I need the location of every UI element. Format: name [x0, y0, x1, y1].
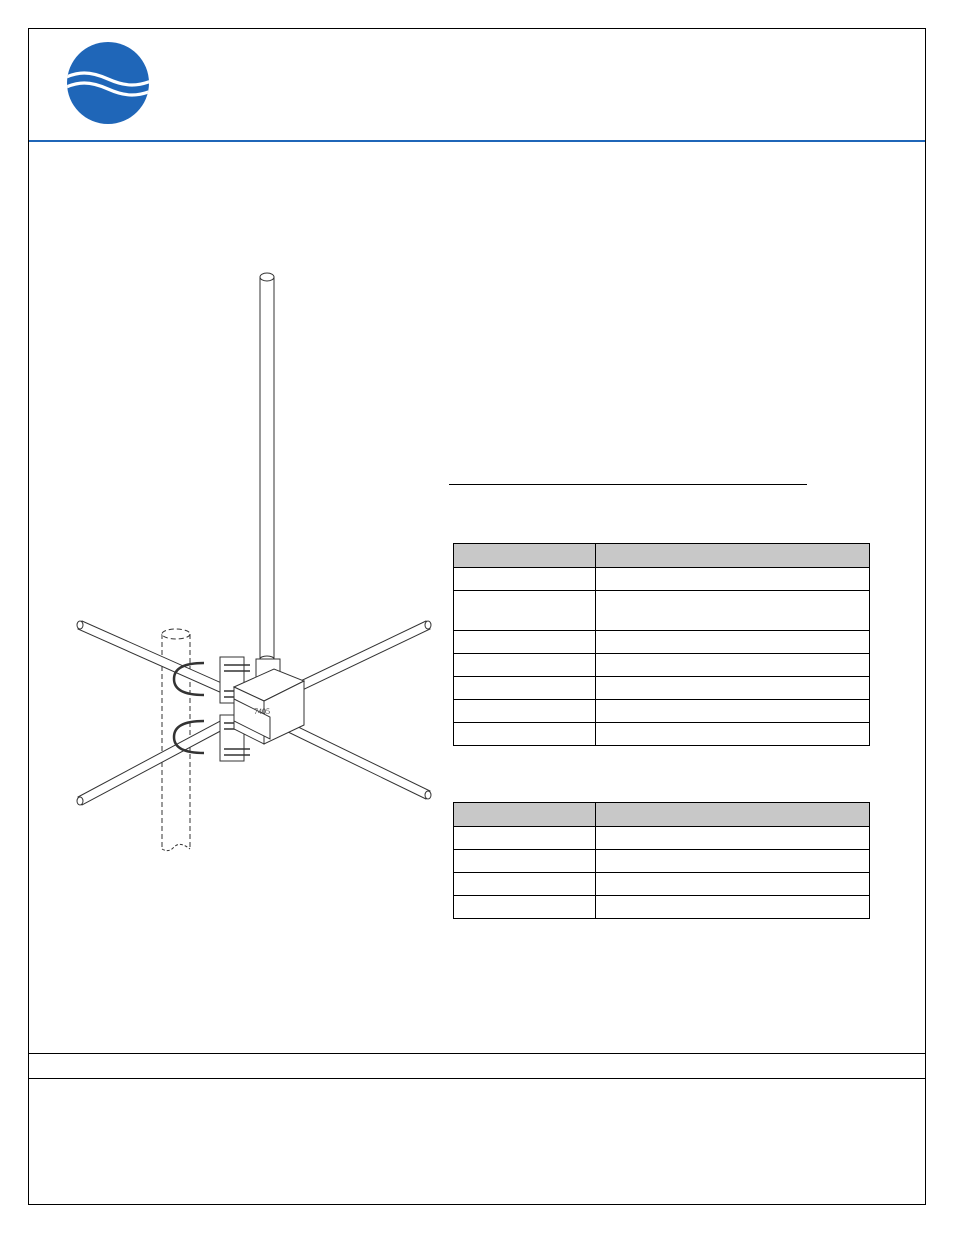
- footer-rule-top: [29, 1053, 925, 1054]
- table-cell-value: [596, 723, 870, 746]
- table-cell-label: [454, 568, 596, 591]
- table-row: [454, 873, 870, 896]
- table-cell-value: [596, 654, 870, 677]
- ground-plane-antenna-illustration: [74, 239, 434, 859]
- table-header-row: [454, 803, 870, 827]
- table-cell-label: [454, 591, 596, 631]
- table-row: [454, 677, 870, 700]
- table-cell-label: [454, 677, 596, 700]
- table-cell-value: [596, 568, 870, 591]
- connector-label: 7405: [254, 707, 270, 716]
- table-row: [454, 850, 870, 873]
- table-row: [454, 896, 870, 919]
- table-cell-label: [454, 827, 596, 850]
- table-cell-value: [596, 896, 870, 919]
- table-header-cell: [596, 544, 870, 568]
- page-frame: [28, 28, 926, 1205]
- table-cell-label: [454, 873, 596, 896]
- table-header-row: [454, 544, 870, 568]
- table-row: [454, 700, 870, 723]
- header-rule: [29, 140, 925, 142]
- table-cell-value: [596, 827, 870, 850]
- table-cell-value: [596, 591, 870, 631]
- table-cell-label: [454, 631, 596, 654]
- table-cell-label: [454, 850, 596, 873]
- table-cell-value: [596, 677, 870, 700]
- table-row: [454, 568, 870, 591]
- table-header-cell: [454, 544, 596, 568]
- section-rule: [449, 484, 807, 485]
- table-row: [454, 654, 870, 677]
- header: [29, 29, 925, 141]
- table-cell-value: [596, 631, 870, 654]
- table-row: [454, 827, 870, 850]
- table-header-cell: [596, 803, 870, 827]
- table-cell-label: [454, 654, 596, 677]
- table-row: [454, 723, 870, 746]
- spec-table-mechanical: [453, 802, 870, 919]
- spec-table-electrical: [453, 543, 870, 746]
- table-cell-value: [596, 850, 870, 873]
- table-header-cell: [454, 803, 596, 827]
- table-row: [454, 591, 870, 631]
- table-cell-label: [454, 700, 596, 723]
- table-cell-label: [454, 723, 596, 746]
- footer-rule-bottom: [29, 1078, 925, 1079]
- table-cell-label: [454, 896, 596, 919]
- table-cell-value: [596, 873, 870, 896]
- table-cell-value: [596, 700, 870, 723]
- table-row: [454, 631, 870, 654]
- wave-globe-logo-icon: [66, 41, 150, 125]
